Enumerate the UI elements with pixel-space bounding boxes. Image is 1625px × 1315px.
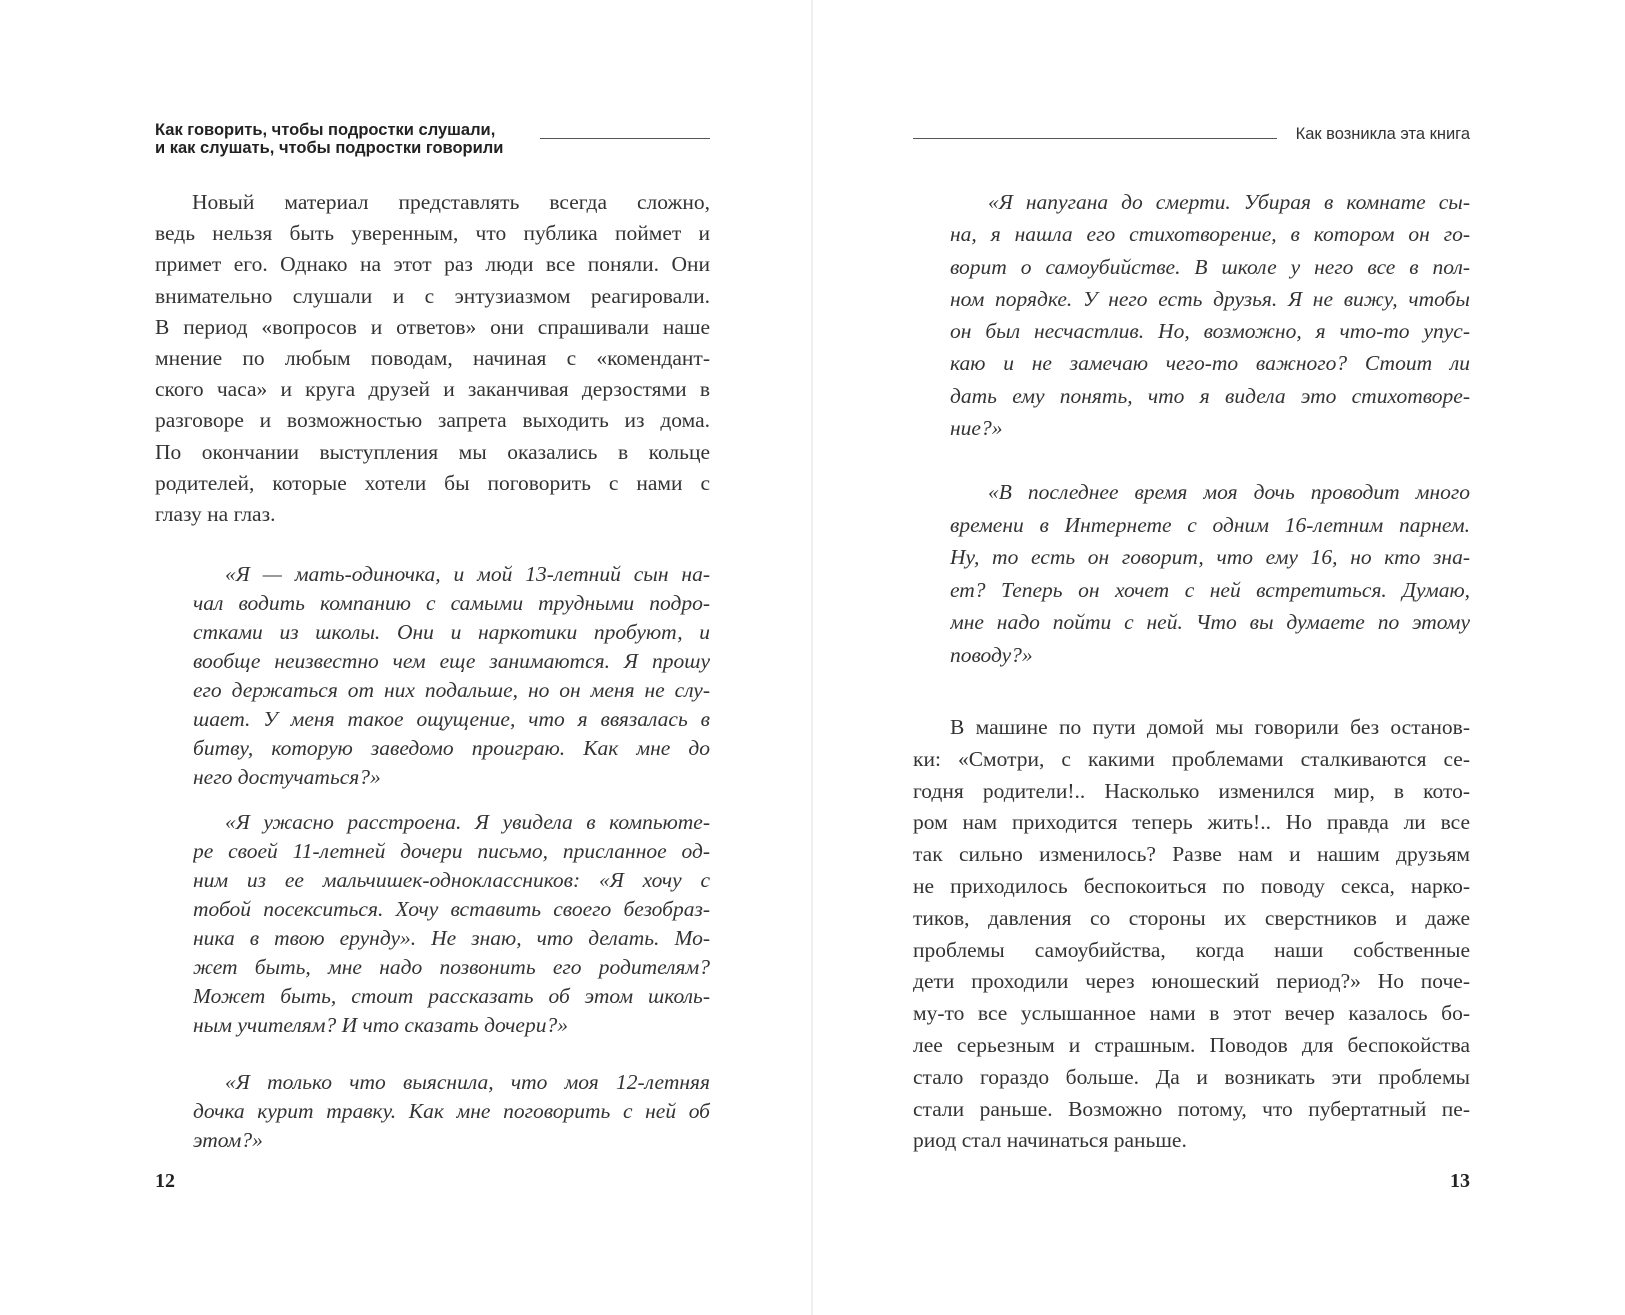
text-line: «Я напугана до смерти. Убирая в комнате сы- [988, 190, 1470, 214]
text-line: глазу на глаз. [155, 501, 276, 526]
text-line: него достучаться?» [193, 765, 381, 789]
text-line: Ну, то есть он говорит, что ему 16, но кто зна- [950, 545, 1470, 569]
parent-quote-3 [193, 1068, 710, 1155]
text-line: он был несчастлив. Но, возможно, я что-то упус- [950, 319, 1470, 344]
book-gutter [811, 0, 813, 1315]
text-line: «Я ужасно расстроена. Я увидела в компьюте- [225, 810, 710, 834]
running-head-line: Как говорить, чтобы подростки слушали, [155, 121, 496, 139]
text-line: Новый материал представлять всегда сложно, [192, 190, 710, 214]
page-number-right: 13 [1450, 1170, 1470, 1192]
text-line: ним из ее мальчишек-одноклассников: «Я хочу с [193, 868, 710, 892]
text-line: вообще неизвестно чем еще занимаются. Я прошу [193, 649, 710, 673]
text-line: ние?» [950, 416, 1003, 441]
text-line: ника в твою ерунду». Не знаю, что делать. Мо- [193, 926, 710, 950]
text-line: стками из школы. Они и наркотики пробуют, и [193, 620, 710, 644]
text-line: битву, которую заведомо проиграю. Как мне до [193, 736, 710, 760]
text-line: риод стал начинаться раньше. [913, 1128, 1187, 1153]
text-line: мнение по любым поводам, начиная с «комендант- [155, 345, 710, 370]
text-line: ным учителям? И что сказать дочери?» [193, 1013, 568, 1037]
text-line: ведь нельзя быть уверенным, что публика поймет и [155, 221, 710, 246]
text-line: его держаться от них подальше, но он меня не слу- [193, 678, 710, 702]
running-head-line: и как слушать, чтобы подростки говорили [155, 139, 504, 157]
running-head-rule-left [540, 138, 710, 139]
text-line: времени в Интернете с одним 16-летним парнем. [950, 512, 1470, 537]
text-line: не приходилось беспокоиться по поводу секса, нарко- [913, 873, 1470, 898]
text-line: жет быть, мне надо позвонить его родителям? [193, 955, 710, 979]
text-line: внимательно слушали и с энтузиазмом реагировали. [155, 283, 710, 308]
text-line: на, я нашла его стихотворение, в котором он го- [950, 222, 1470, 247]
text-line: В период «вопросов и ответов» они спрашивали наше [155, 314, 710, 339]
text-line: По окончании выступления мы оказались в кольце [155, 439, 710, 464]
running-head-right: Как возникла эта книга [1295, 125, 1470, 143]
text-line: ном порядке. У него есть друзья. Я не вижу, чтобы [950, 286, 1470, 311]
text-line: дети проходили через юношеский период?» Но поче- [913, 969, 1470, 994]
text-line: «Я — мать-одиночка, и мой 13-летний сын на- [225, 562, 710, 586]
parent-quote-4 [950, 186, 1470, 444]
text-line: дать ему понять, что я видела это стихотворе- [950, 383, 1470, 408]
text-line: поводу?» [950, 642, 1033, 667]
text-line: «В последнее время моя дочь проводит много [988, 480, 1470, 504]
text-line: тобой посекситься. Хочу вставить своего безобраз- [193, 897, 710, 921]
text-line: каю и не замечаю чего-то важного? Стоит ли [950, 351, 1470, 376]
body-paragraph-right [913, 712, 1470, 1157]
text-line: ки: «Смотри, с какими проблемами сталкиваются се- [913, 746, 1470, 771]
text-line: чал водить компанию с самыми трудными подро- [193, 591, 710, 615]
text-line: Может быть, стоит рассказать об этом школь- [193, 984, 710, 1008]
text-line: разговоре и возможностью запрета выходить из дома. [155, 408, 710, 433]
text-line: ского часа» и круга друзей и заканчивая дерзостями в [155, 377, 710, 402]
text-line: примет его. Однако на этот раз люди все поняли. Они [155, 252, 710, 277]
text-line: дочка курит травку. Как мне поговорить с ней об [193, 1099, 710, 1123]
page-number-left: 12 [155, 1170, 175, 1192]
text-line: так сильно изменилось? Разве нам и нашим друзьям [913, 842, 1470, 867]
parent-quote-2 [193, 808, 710, 1040]
parent-quote-5 [950, 476, 1470, 671]
text-line: стали раньше. Возможно потому, что пубертатный пе- [913, 1096, 1470, 1121]
text-line: ворит о самоубийстве. В школе у него все в пол- [950, 254, 1470, 279]
body-paragraph-left [155, 187, 710, 530]
text-line: шает. У меня такое ощущение, что я ввязалась в [193, 707, 710, 731]
text-line: мне надо пойти с ней. Что вы думаете по этому [950, 610, 1470, 634]
text-line: проблемы самоубийства, когда наши собственные [913, 937, 1470, 962]
text-line: «Я только что выяснила, что моя 12-летняя [225, 1070, 710, 1094]
text-line: В машине по пути домой мы говорили без останов- [950, 715, 1470, 739]
text-line: годня родители!.. Насколько изменился мир, в кото- [913, 778, 1470, 803]
text-line: ром нам приходится теперь жить!.. Но правда ли все [913, 810, 1470, 835]
running-head-left [155, 121, 503, 157]
text-line: стало гораздо больше. Да и возникать эти проблемы [913, 1064, 1470, 1089]
text-line: родителей, которые хотели бы поговорить с нами с [155, 470, 710, 495]
text-line: ре своей 11-летней дочери письмо, присланное од- [193, 839, 710, 863]
text-line: тиков, давления со стороны их сверстников и даже [913, 905, 1470, 930]
text-line: ет? Теперь он хочет с ней встретиться. Думаю, [950, 577, 1470, 602]
parent-quote-1 [193, 560, 710, 792]
text-line: лее серьезным и страшным. Поводов для беспокойства [913, 1032, 1470, 1057]
running-head-rule-right [913, 138, 1277, 139]
text-line: му-то все услышанное нами в этот вечер казалось бо- [913, 1001, 1470, 1026]
text-line: этом?» [193, 1128, 263, 1152]
